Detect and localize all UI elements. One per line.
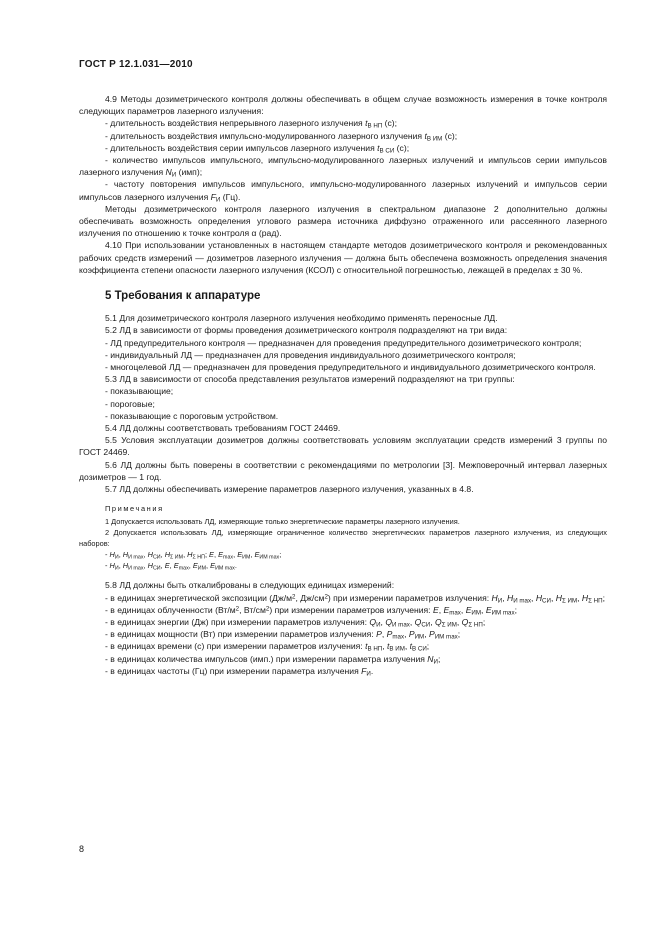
notes-title: Примечания	[105, 504, 164, 514]
page-number: 8	[79, 844, 85, 854]
list-item: - показывающие;	[105, 386, 174, 397]
list-item: - длительность воздействия непрерывного лазерного излучения $t_{В НП}$ (с);	[105, 118, 398, 130]
list-item: - в единицах энергетической экспозиции ($Дж/м^2$, $Дж/см^2$) при измерении параметров излучения: $H_И$, $H_{И max}$, $H_{СИ}$, $H_{\Sigma ИМ}$, $H_{\Sigma НП}$;	[105, 592, 605, 605]
list-item: - в единицах количества импульсов (имп.) при измерении параметра излучения $N_И$;	[105, 653, 441, 666]
paragraph-5-3: 5.3 ЛД в зависимости от способа представления результатов измерений подразделяют на три группы:	[105, 374, 515, 385]
paragraph-4-10: 4.10 При использовании установленных в настоящем стандарте методов дозиметрического контроля и рекомендованных рабочих средств измерений — дозиметров лазерного излучения — должна быть обеспечена возможность определения значения коэффициента степени опасности лазерного излучения (КСОЛ) с относительной погрешностью, лежащей в пределах ± 30 %.	[79, 240, 607, 275]
paragraph-5-2: 5.2 ЛД в зависимости от формы проведения дозиметрического контроля подразделяют на три вида:	[105, 325, 508, 336]
list-item: - индивидуальный ЛД — предназначен для проведения индивидуального дозиметрического контроля;	[105, 349, 516, 360]
page-content	[79, 93, 607, 677]
list-item: - в единицах времени (с) при измерении параметров излучения: $t_{В НП}$, $t_{В ИМ}$, $t_{В СИ}$;	[105, 641, 430, 653]
paragraph-5-7: 5.7 ЛД должны обеспечивать измерение параметров лазерного излучения, указанных в 4.8.	[105, 484, 474, 495]
paragraph-5-5: 5.5 Условия эксплуатации дозиметров должны соответствовать условиям эксплуатации средств измерений 3 группы по ГОСТ 24469.	[79, 435, 607, 458]
note-set: - $H_И$, $H_{И max}$, $H_{СИ}$, E, $E_{max}$, $E_{ИМ}$, $E_{ИМ max}$.	[105, 561, 237, 572]
paragraph-5-4: 5.4 ЛД должны соответствовать требованиям ГОСТ 24469.	[105, 423, 341, 434]
list-item: - частоту повторения импульсов импульсного, импульсно-модулированного лазерных излучений и импульсов серии импульсов лазерного излучения $F_И$ (Гц).	[79, 179, 607, 204]
list-item: - в единицах мощности (Вт) при измерении параметров излучения: P, $P_{max}$, $P_{ИМ}$, $P_{ИМ max}$;	[105, 629, 461, 641]
section-5-title: 5 Требования к аппаратуре	[105, 290, 261, 303]
list-item: - длительность воздействия серии импульсов лазерного излучения $t_{В СИ}$ (с);	[105, 142, 410, 155]
list-item: - ЛД предупредительного контроля — предназначен для проведения предупредительного дозиметрического контроля;	[105, 337, 582, 348]
page-header: ГОСТ Р 12.1.031—2010	[79, 59, 193, 70]
paragraph-5-8: 5.8 ЛД должны быть откалиброваны в следующих единицах измерений:	[105, 580, 395, 591]
list-item: - длительность воздействия импульсно-модулированного лазерного излучения $t_{В ИМ}$ (с);	[105, 130, 458, 143]
list-item: - в единицах облученности ($Вт/м^2$, $Вт/см^2$) при измерении параметров излучения: E, $E_{max}$, $E_{ИМ}$, $E_{ИМ max}$;	[105, 604, 517, 617]
paragraph-5-6: 5.6 ЛД должны быть поверены в соответствии с рекомендациями по метрологии [3]. Межповерочный интервал лазерных дозиметров — 1 год.	[79, 459, 607, 482]
note-set: - $H_И$, $H_{И max}$, $H_{СИ}$, $H_{\Sigma ИМ}$, $H_{\Sigma НП}$; E, $E_{max}$, $E_{ИМ}$, $E_{ИМ max}$;	[105, 550, 282, 561]
list-item: - пороговые;	[105, 398, 155, 409]
paragraph-5-1: 5.1 Для дозиметрического контроля лазерного излучения необходимо применять переносные ЛД.	[105, 313, 498, 324]
note-2: 2 Допускается использовать ЛД, измеряющие ограниченное количество энергетических параметров лазерного излучения, из следующих наборов:	[79, 528, 607, 549]
paragraph-4-9-extra: Методы дозиметрического контроля лазерного излучения в спектральном диапазоне 2 дополнительно должны обеспечивать возможность определения углового размера источника диффузно отраженного или рассеянного лазерного излучения по отношению к точке контроля α (рад).	[79, 203, 607, 239]
notes-block	[79, 503, 607, 571]
list-item: - в единицах частоты (Гц) при измерении параметра излучения $F_И$.	[105, 665, 374, 678]
paragraph-4-9: 4.9 Методы дозиметрического контроля должны обеспечивать в общем случае возможность измерения в точке контроля следующих параметров лазерного излучения:	[79, 94, 607, 117]
note-1: 1 Допускается использовать ЛД, измеряющие только энергетические параметры лазерного излучения.	[105, 517, 460, 527]
list-item: - многоцелевой ЛД — предназначен для проведения предупредительного и индивидуального дозиметрического контроля.	[105, 362, 596, 373]
list-item: - количество импульсов импульсного, импульсно-модулированного лазерных излучений и импульсов серии импульсов лазерного излучения $N_И$ (имп);	[79, 155, 607, 179]
list-item: - в единицах энергии (Дж) при измерении параметров излучения: $Q_И$, $Q_{И max}$, $Q_{СИ}$, $Q_{\Sigma ИМ}$, $Q_{\Sigma НП}$;	[105, 616, 486, 629]
list-item: - показывающие с пороговым устройством.	[105, 410, 279, 421]
